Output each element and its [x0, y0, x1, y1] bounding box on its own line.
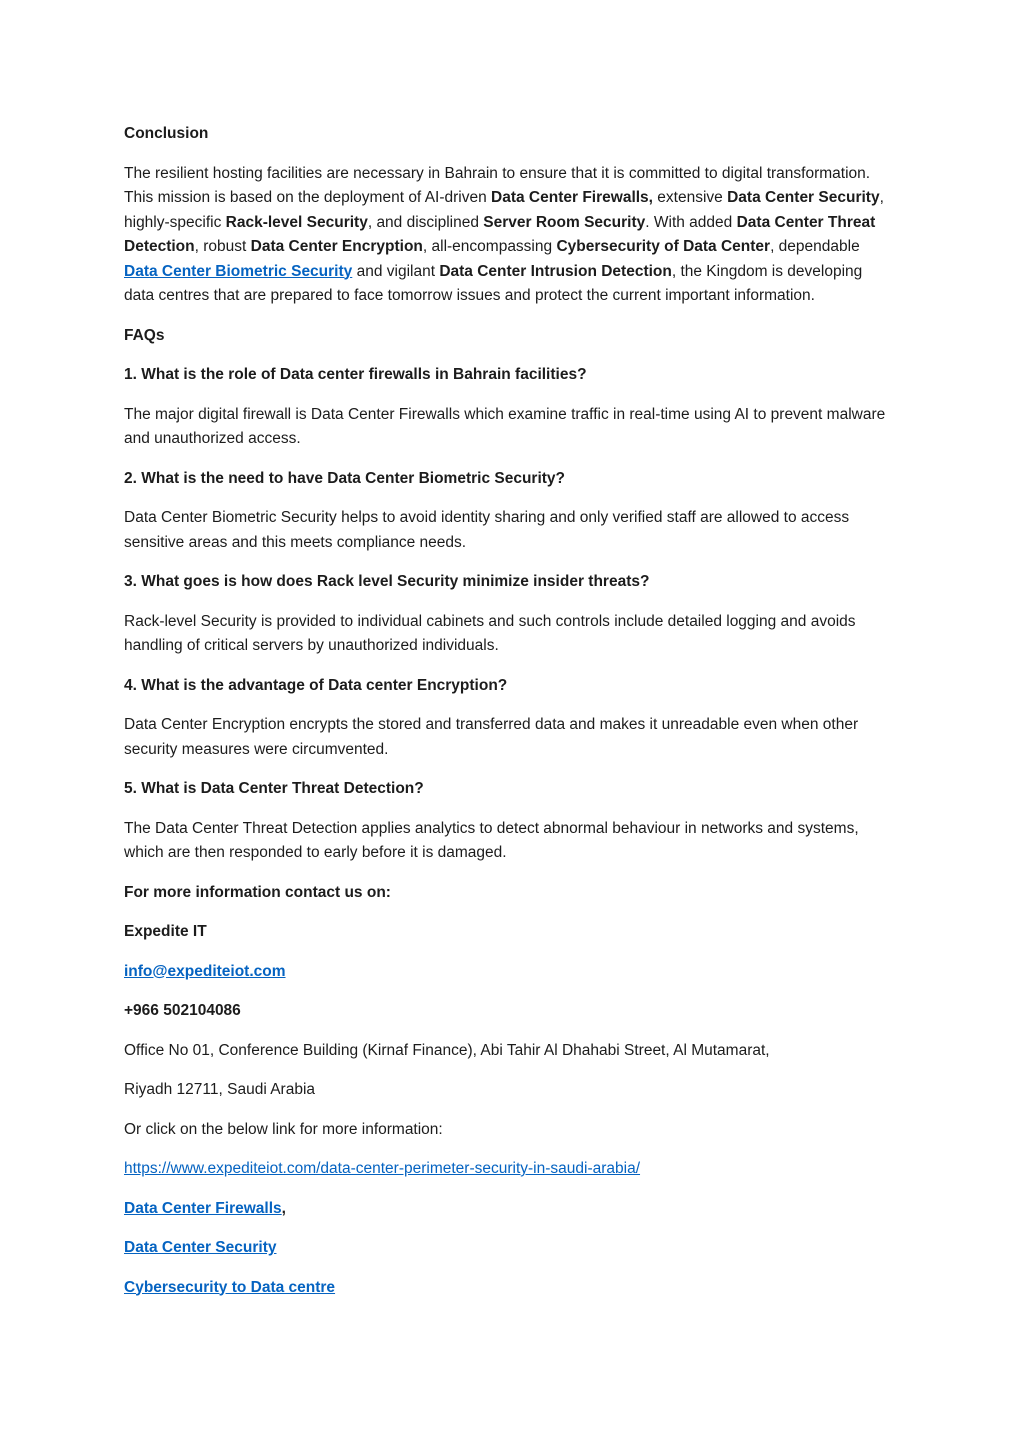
- conclusion-segment: , the Kingdom is developing data centres that are prepared to face tomorrow issues and protect the current important information.: [124, 262, 863, 304]
- conclusion-segment: , dependable: [770, 238, 860, 255]
- conclusion-segment-bold: Cybersecurity of Data Center: [556, 238, 771, 255]
- faq-3-question: 3. What goes is how does Rack level Security minimize insider threats?: [124, 573, 650, 590]
- related-link-firewalls[interactable]: Data Center Firewalls: [124, 1199, 282, 1217]
- site-url-link[interactable]: https://www.expediteiot.com/data-center-perimeter-security-in-saudi-arabia/: [124, 1160, 641, 1177]
- conclusion-segment: The resilient hosting facilities are necessary in Bahrain to ensure that it is committed to digital transformation. This mission is based on the deployment of AI-driven: [124, 164, 871, 206]
- email-link[interactable]: info@expediteiot.com: [124, 962, 286, 980]
- related-link-security[interactable]: Data Center Security: [124, 1239, 277, 1256]
- conclusion-segment-bold: Data Center Threat Detection: [124, 213, 876, 255]
- conclusion-segment-bold: Data Center Security: [727, 189, 880, 206]
- link-prompt: Or click on the below link for more information:: [124, 1120, 443, 1138]
- faq-3-answer: Rack-level Security is provided to individual cabinets and such controls include detailed logging and avoids handling of critical servers by unauthorized individuals.: [124, 612, 856, 654]
- address-line-1: Office No 01, Conference Building (Kirnaf Finance), Abi Tahir Al Dhahabi Street, Al Mutamarat,: [124, 1041, 770, 1059]
- related-link-suffix: ,: [281, 1199, 286, 1217]
- conclusion-segment: and vigilant: [352, 262, 440, 280]
- related-link-row-3: [124, 1276, 890, 1301]
- conclusion-segment-bold: Rack-level Security: [225, 213, 368, 231]
- conclusion-segment: , all-encompassing: [422, 238, 557, 255]
- biometric-security-link[interactable]: Data Center Biometric Security: [124, 262, 353, 280]
- faq-1-question: 1. What is the role of Data center firewalls in Bahrain facilities?: [124, 366, 587, 383]
- conclusion-segment-bold: Data Center Firewalls,: [491, 189, 653, 206]
- faq-5-answer: The Data Center Threat Detection applies analytics to detect abnormal behaviour in networks and systems, which are then responded to early before it is damaged.: [124, 819, 859, 861]
- contact-intro: For more information contact us on:: [124, 883, 391, 901]
- phone-number: +966 502104086: [124, 1002, 241, 1019]
- faq-2-question: 2. What is the need to have Data Center Biometric Security?: [124, 469, 566, 487]
- faqs-heading: FAQs: [124, 326, 165, 344]
- related-link-cybersecurity[interactable]: Cybersecurity to Data centre: [124, 1278, 336, 1296]
- conclusion-segment-bold: Data Center Intrusion Detection: [439, 262, 672, 280]
- conclusion-segment-bold: Server Room Security: [483, 213, 646, 231]
- faq-1-answer: The major digital firewall is Data Center Firewalls which examine traffic in real-time using AI to prevent malware and unauthorized access.: [124, 405, 886, 447]
- email-row: [124, 960, 890, 985]
- conclusion-segment-bold: Data Center Encryption: [250, 238, 423, 255]
- related-link-row-1: [124, 1197, 890, 1222]
- faq-2-answer: Data Center Biometric Security helps to avoid identity sharing and only verified staff are allowed to access sensitive areas and this meets compliance needs.: [124, 509, 850, 551]
- related-link-row-2: [124, 1236, 890, 1261]
- company-name: Expedite IT: [124, 923, 207, 940]
- conclusion-paragraph: [124, 162, 890, 309]
- conclusion-segment: , robust: [194, 238, 251, 255]
- conclusion-segment: , and disciplined: [367, 213, 484, 231]
- address-line-2: Riyadh 12711, Saudi Arabia: [124, 1081, 316, 1098]
- faq-4-question: 4. What is the advantage of Data center Encryption?: [124, 676, 508, 694]
- site-url-row: [124, 1157, 890, 1182]
- conclusion-heading: Conclusion: [124, 125, 209, 142]
- conclusion-segment: , highly-specific: [124, 189, 884, 231]
- conclusion-segment: . With added: [645, 213, 737, 231]
- faq-5-question: 5. What is Data Center Threat Detection?: [124, 780, 424, 797]
- faq-4-answer: Data Center Encryption encrypts the stored and transferred data and makes it unreadable even when other security measures were circumvented.: [124, 716, 859, 758]
- conclusion-segment: extensive: [652, 189, 728, 206]
